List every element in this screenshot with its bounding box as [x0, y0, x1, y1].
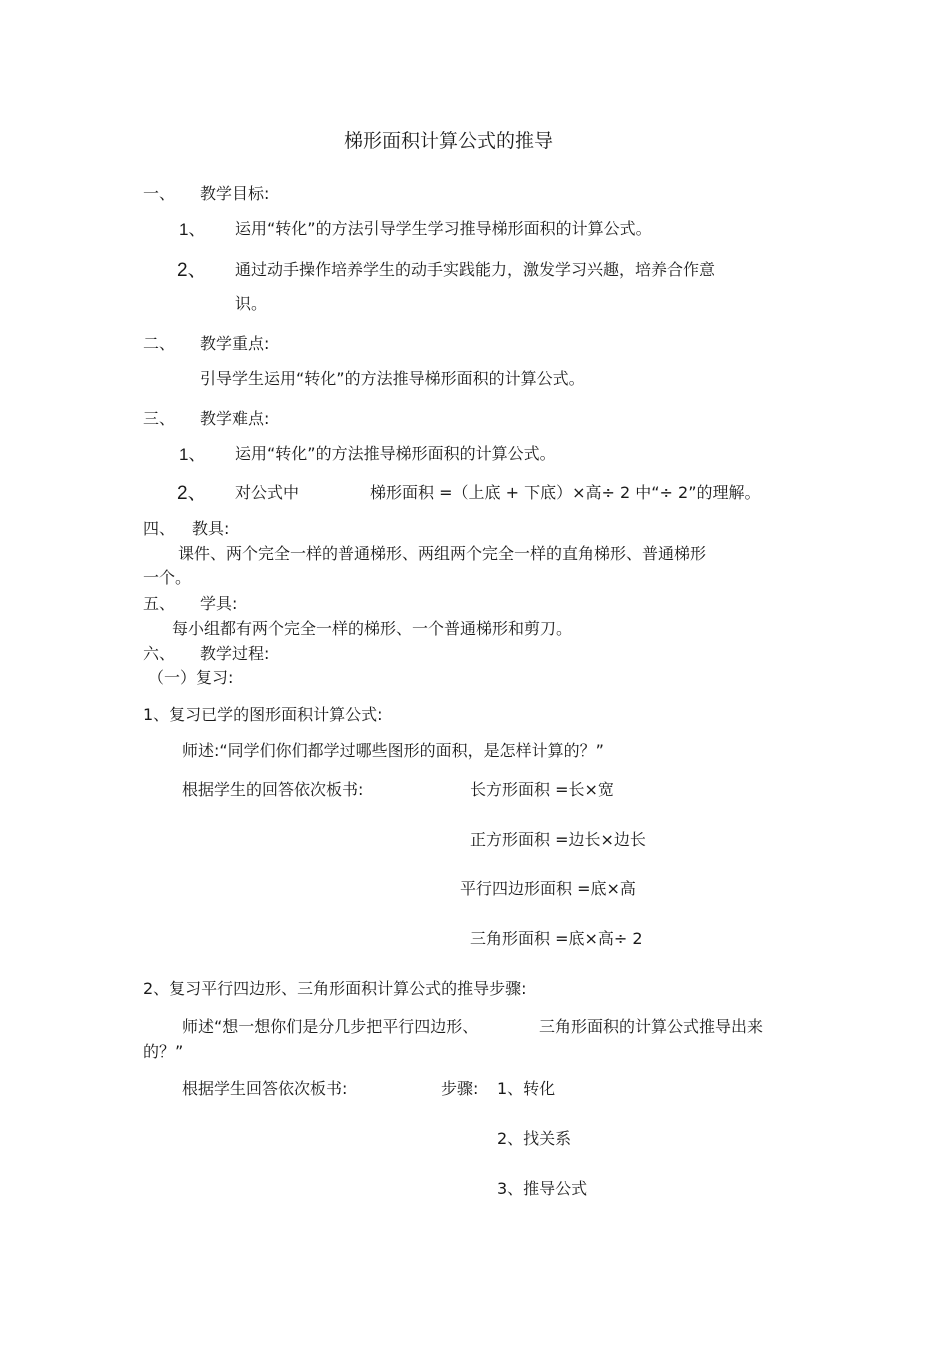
section-number: 三、 — [143, 409, 176, 428]
page-title: 梯形面积计算公式的推导 — [344, 130, 554, 152]
subsection-heading: （一）复习: — [148, 668, 234, 687]
section-number: 一、 — [143, 184, 176, 203]
teacher-quote: 师述:“同学们你们都学过哪些图形的面积，是怎样计算的？” — [182, 741, 604, 760]
list-item-text: 运用“转化”的方法推导梯形面积的计算公式。 — [235, 444, 556, 463]
step-item: 3、推导公式 — [497, 1179, 588, 1198]
steps-label: 步骤: — [441, 1079, 479, 1098]
list-item-number: 2、 — [177, 260, 207, 281]
teacher-quote: 师述“想一想你们是分几步把平行四边形、 — [182, 1017, 479, 1036]
section-heading: 教学过程: — [200, 644, 270, 663]
section-heading: 教学目标: — [200, 184, 270, 203]
section-text: 每小组都有两个完全一样的梯形、一个普通梯形和剪刀。 — [172, 619, 573, 638]
list-item-text: 运用“转化”的方法引导学生学习推导梯形面积的计算公式。 — [235, 219, 652, 238]
section-heading: 教学重点: — [200, 334, 270, 353]
section-text: 课件、两个完全一样的普通梯形、两组两个完全一样的直角梯形、普通梯形 — [178, 544, 707, 563]
step-heading: 1、复习已学的图形面积计算公式: — [143, 705, 383, 724]
formula-parallelogram: 平行四边形面积 =底×高 — [460, 879, 636, 898]
formula-rectangle: 长方形面积 =长×宽 — [470, 780, 614, 799]
board-label: 根据学生回答依次板书: — [182, 1079, 348, 1098]
list-item-number: 2、 — [177, 483, 207, 504]
section-number: 二、 — [143, 334, 176, 353]
section-heading: 教具: — [192, 519, 230, 538]
section-heading: 学具: — [200, 594, 238, 613]
teacher-quote-end: 的？” — [143, 1042, 184, 1061]
section-text-continued: 一个。 — [143, 568, 192, 587]
list-item-text: 通过动手操作培养学生的动手实践能力，激发学习兴趣，培养合作意 — [235, 260, 716, 279]
section-number: 四、 — [143, 519, 176, 538]
formula-triangle: 三角形面积 =底×高÷ 2 — [470, 929, 643, 948]
teacher-quote-continued: 三角形面积的计算公式推导出来 — [539, 1017, 764, 1036]
formula-text: 梯形面积 =（上底 + 下底）×高÷ 2 中“÷ 2”的理解。 — [370, 483, 761, 502]
step-item: 2、找关系 — [497, 1129, 572, 1148]
list-item-text-continued: 识。 — [235, 294, 268, 313]
section-number: 五、 — [143, 594, 176, 613]
section-text: 引导学生运用“转化”的方法推导梯形面积的计算公式。 — [200, 369, 585, 388]
formula-square: 正方形面积 =边长×边长 — [470, 830, 646, 849]
section-heading: 教学难点: — [200, 409, 270, 428]
board-label: 根据学生的回答依次板书: — [182, 780, 364, 799]
list-item-number: 1、 — [179, 445, 206, 464]
step-heading: 2、复习平行四边形、三角形面积计算公式的推导步骤: — [143, 979, 527, 998]
list-item-number: 1、 — [179, 220, 206, 239]
list-item-text: 对公式中 — [235, 483, 300, 502]
step-item: 1、转化 — [497, 1079, 556, 1098]
section-number: 六、 — [143, 644, 176, 663]
